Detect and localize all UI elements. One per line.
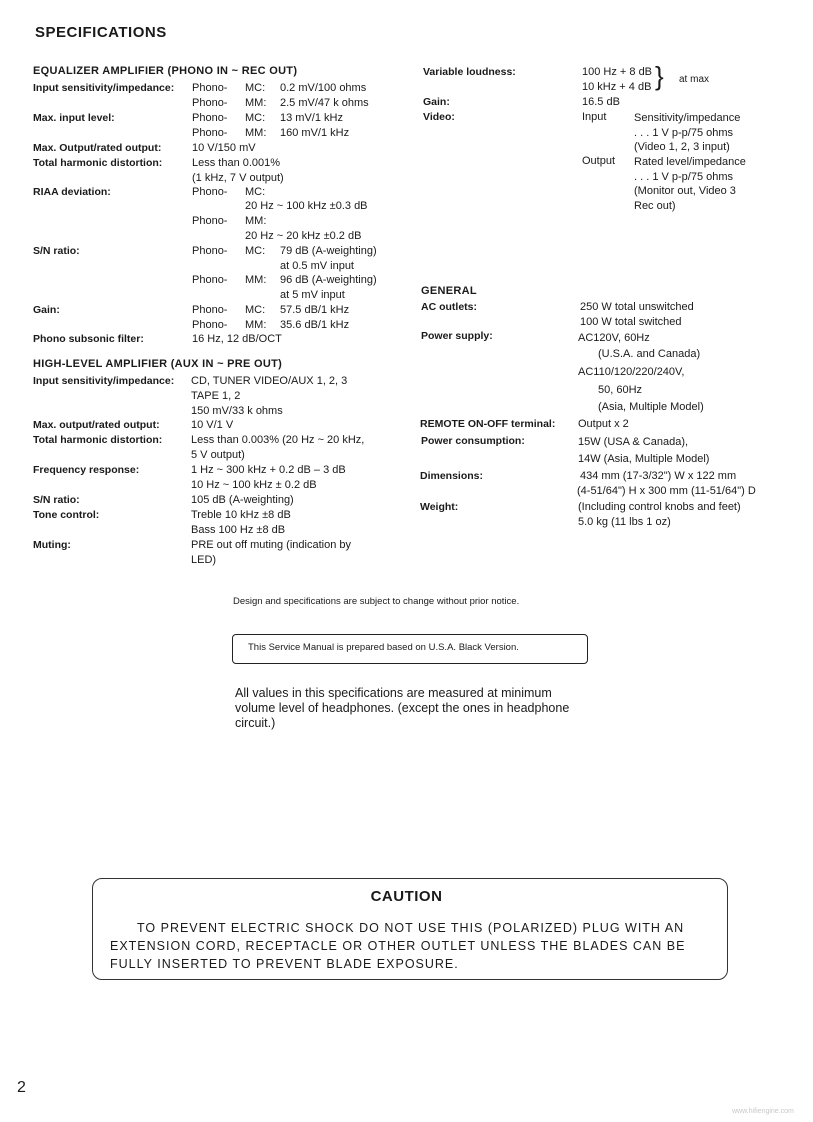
ac-outlets-label: AC outlets: [421, 301, 477, 313]
watermark: www.hifiengine.com [732, 1108, 794, 1115]
eq-spec-src: Phono- [192, 127, 228, 139]
ac-outlets-value: 250 W total unswitched [580, 301, 694, 313]
caution-line: FULLY INSERTED TO PREVENT BLADE EXPOSURE. [110, 957, 459, 971]
equalizer-section-heading: EQUALIZER AMPLIFIER (PHONO IN ~ REC OUT) [33, 65, 298, 77]
video-output-line: Rec out) [634, 200, 676, 212]
eq-spec-src: 16 Hz, 12 dB/OCT [192, 333, 282, 345]
design-change-note: Design and specifications are subject to change without prior notice. [233, 596, 520, 607]
measurement-note-line: volume level of headphones. (except the ones in headphone [235, 701, 570, 715]
eq-spec-src: 10 V/150 mV [192, 142, 256, 154]
eq-spec-value: 2.5 mV/47 k ohms [280, 97, 369, 109]
eq-spec-label: RIAA deviation: [33, 186, 111, 198]
video-output-line: Rated level/impedance [634, 156, 746, 168]
eq-spec-src: Less than 0.001% [192, 157, 281, 169]
eq-spec-cart: MM: [245, 97, 267, 109]
power-supply-line: 50, 60Hz [598, 384, 643, 396]
page-title: SPECIFICATIONS [35, 24, 167, 41]
power-consumption-label: Power consumption: [421, 435, 525, 447]
loudness-note: at max [679, 74, 710, 85]
high-level-section-heading: HIGH-LEVEL AMPLIFIER (AUX IN ~ PRE OUT) [33, 358, 283, 370]
hl-spec-label: Tone control: [33, 509, 100, 521]
loudness-value-2: 10 kHz + 4 dB [582, 81, 652, 93]
hl-spec-value: 10 V/1 V [191, 419, 234, 431]
loudness-label: Variable loudness: [423, 66, 516, 78]
eq-spec-cart: MC: [245, 304, 266, 316]
eq-spec-value: 96 dB (A-weighting) [280, 274, 377, 286]
hl-spec-value: 150 mV/33 k ohms [191, 405, 283, 417]
video-output-line: . . . 1 V p-p/75 ohms [634, 171, 734, 183]
eq-spec-value: 35.6 dB/1 kHz [280, 319, 350, 331]
dimensions-value: 434 mm (17-3/32") W x 122 mm [580, 470, 737, 482]
dimensions-value: (4-51/64") H x 300 mm (11-51/64") D [577, 485, 756, 497]
eq-spec-cart: MC: [245, 186, 266, 198]
ac-outlets-value: 100 W total switched [580, 316, 682, 328]
brace-icon: } [655, 61, 664, 91]
video-output-label: Output [582, 155, 616, 167]
eq-spec-src: Phono- [192, 215, 228, 227]
service-manual-notice: This Service Manual is prepared based on U.S.A. Black Version. [248, 642, 519, 653]
remote-terminal-value: Output x 2 [578, 418, 629, 430]
caution-title: CAUTION [370, 888, 443, 905]
hl-spec-value: Treble 10 kHz ±8 dB [191, 509, 291, 521]
hl-spec-label: Max. output/rated output: [33, 419, 160, 431]
power-consumption-value: 14W (Asia, Multiple Model) [578, 453, 710, 465]
measurement-note-line: All values in this specifications are measured at minimum [235, 686, 552, 700]
gain-label: Gain: [423, 96, 450, 108]
eq-spec-src: Phono- [192, 82, 228, 94]
eq-spec-cart: MM: [245, 215, 267, 227]
eq-spec-src: Phono- [192, 112, 228, 124]
hl-spec-value: 5 V output) [191, 449, 245, 461]
eq-spec-value: 79 dB (A-weighting) [280, 245, 377, 257]
general-section-heading: GENERAL [421, 285, 477, 297]
hl-spec-label: Muting: [33, 539, 71, 551]
eq-spec-label: S/N ratio: [33, 245, 80, 257]
eq-spec-cart: MM: [245, 127, 267, 139]
eq-spec-cart: MM: [245, 274, 267, 286]
eq-spec-label: Max. Output/rated output: [33, 142, 162, 154]
hl-spec-value: PRE out off muting (indication by [191, 539, 351, 551]
measurement-note [235, 686, 569, 731]
hl-spec-value: 105 dB (A-weighting) [191, 494, 294, 506]
eq-spec-src: Phono- [192, 186, 228, 198]
hl-spec-label: Frequency response: [33, 464, 140, 476]
hl-spec-value: CD, TUNER VIDEO/AUX 1, 2, 3 [191, 375, 348, 387]
eq-spec-src: Phono- [192, 97, 228, 109]
weight-label: Weight: [420, 501, 459, 513]
power-supply-line: (U.S.A. and Canada) [598, 348, 701, 360]
hl-spec-value: 10 Hz ~ 100 kHz ± 0.2 dB [191, 479, 317, 491]
power-supply-line: (Asia, Multiple Model) [598, 401, 704, 413]
eq-spec-cart: MM: [245, 319, 267, 331]
eq-spec-src: Phono- [192, 274, 228, 286]
power-supply-line: AC120V, 60Hz [578, 332, 650, 344]
eq-spec-src: (1 kHz, 7 V output) [192, 172, 284, 184]
video-output-line: (Monitor out, Video 3 [634, 185, 736, 197]
power-supply-label: Power supply: [421, 330, 493, 342]
measurement-note-line: circuit.) [235, 716, 276, 730]
eq-spec-label: Total harmonic distortion: [33, 157, 163, 169]
eq-spec-value: 0.2 mV/100 ohms [280, 82, 367, 94]
eq-spec-cart: MC: [245, 245, 266, 257]
caution-line: EXTENSION CORD, RECEPTACLE OR OTHER OUTLET UNLESS THE BLADES CAN BE [110, 939, 686, 953]
caution-line: TO PREVENT ELECTRIC SHOCK DO NOT USE THIS (POLARIZED) PLUG WITH AN [137, 921, 685, 935]
eq-spec-cart: MC: [245, 112, 266, 124]
dimensions-label: Dimensions: [420, 470, 484, 482]
hl-spec-value: Less than 0.003% (20 Hz ~ 20 kHz, [191, 434, 365, 446]
video-input-line: Sensitivity/impedance [634, 112, 741, 124]
video-input-line: (Video 1, 2, 3 input) [634, 141, 730, 153]
eq-spec-value: 160 mV/1 kHz [280, 127, 350, 139]
hl-spec-value: LED) [191, 554, 217, 566]
eq-spec-value: 13 mV/1 kHz [280, 112, 343, 124]
hl-spec-value: Bass 100 Hz ±8 dB [191, 524, 286, 536]
weight-value: 5.0 kg (11 lbs 1 oz) [578, 516, 671, 528]
gain-value: 16.5 dB [582, 96, 620, 108]
eq-spec-label: Phono subsonic filter: [33, 333, 144, 345]
hl-spec-value: TAPE 1, 2 [191, 390, 241, 402]
eq-spec-src: Phono- [192, 245, 228, 257]
hl-spec-label: Total harmonic distortion: [33, 434, 163, 446]
eq-spec-value: 57.5 dB/1 kHz [280, 304, 350, 316]
video-label: Video: [423, 111, 455, 123]
eq-spec-label: Max. input level: [33, 112, 115, 124]
eq-spec-label: Gain: [33, 304, 60, 316]
eq-spec-src: Phono- [192, 319, 228, 331]
hl-spec-value: 1 Hz ~ 300 kHz + 0.2 dB – 3 dB [191, 464, 346, 476]
eq-spec-cart: 20 Hz ~ 100 kHz ±0.3 dB [245, 200, 368, 212]
eq-spec-cart: 20 Hz ~ 20 kHz ±0.2 dB [245, 230, 362, 242]
video-input-line: . . . 1 V p-p/75 ohms [634, 127, 734, 139]
power-consumption-value: 15W (USA & Canada), [578, 436, 689, 448]
hl-spec-label: S/N ratio: [33, 494, 80, 506]
loudness-value-1: 100 Hz + 8 dB [582, 66, 653, 78]
video-input-label: Input [582, 111, 607, 123]
weight-value: (Including control knobs and feet) [578, 501, 741, 513]
hl-spec-label: Input sensitivity/impedance: [33, 375, 175, 387]
eq-spec-value: at 0.5 mV input [280, 260, 354, 272]
remote-terminal-label: REMOTE ON-OFF terminal: [420, 418, 556, 430]
eq-spec-src: Phono- [192, 304, 228, 316]
page-number: 2 [17, 1079, 26, 1096]
eq-spec-value: at 5 mV input [280, 289, 345, 301]
power-supply-line: AC110/120/220/240V, [578, 366, 685, 378]
eq-spec-cart: MC: [245, 82, 266, 94]
eq-spec-label: Input sensitivity/impedance: [33, 82, 175, 94]
